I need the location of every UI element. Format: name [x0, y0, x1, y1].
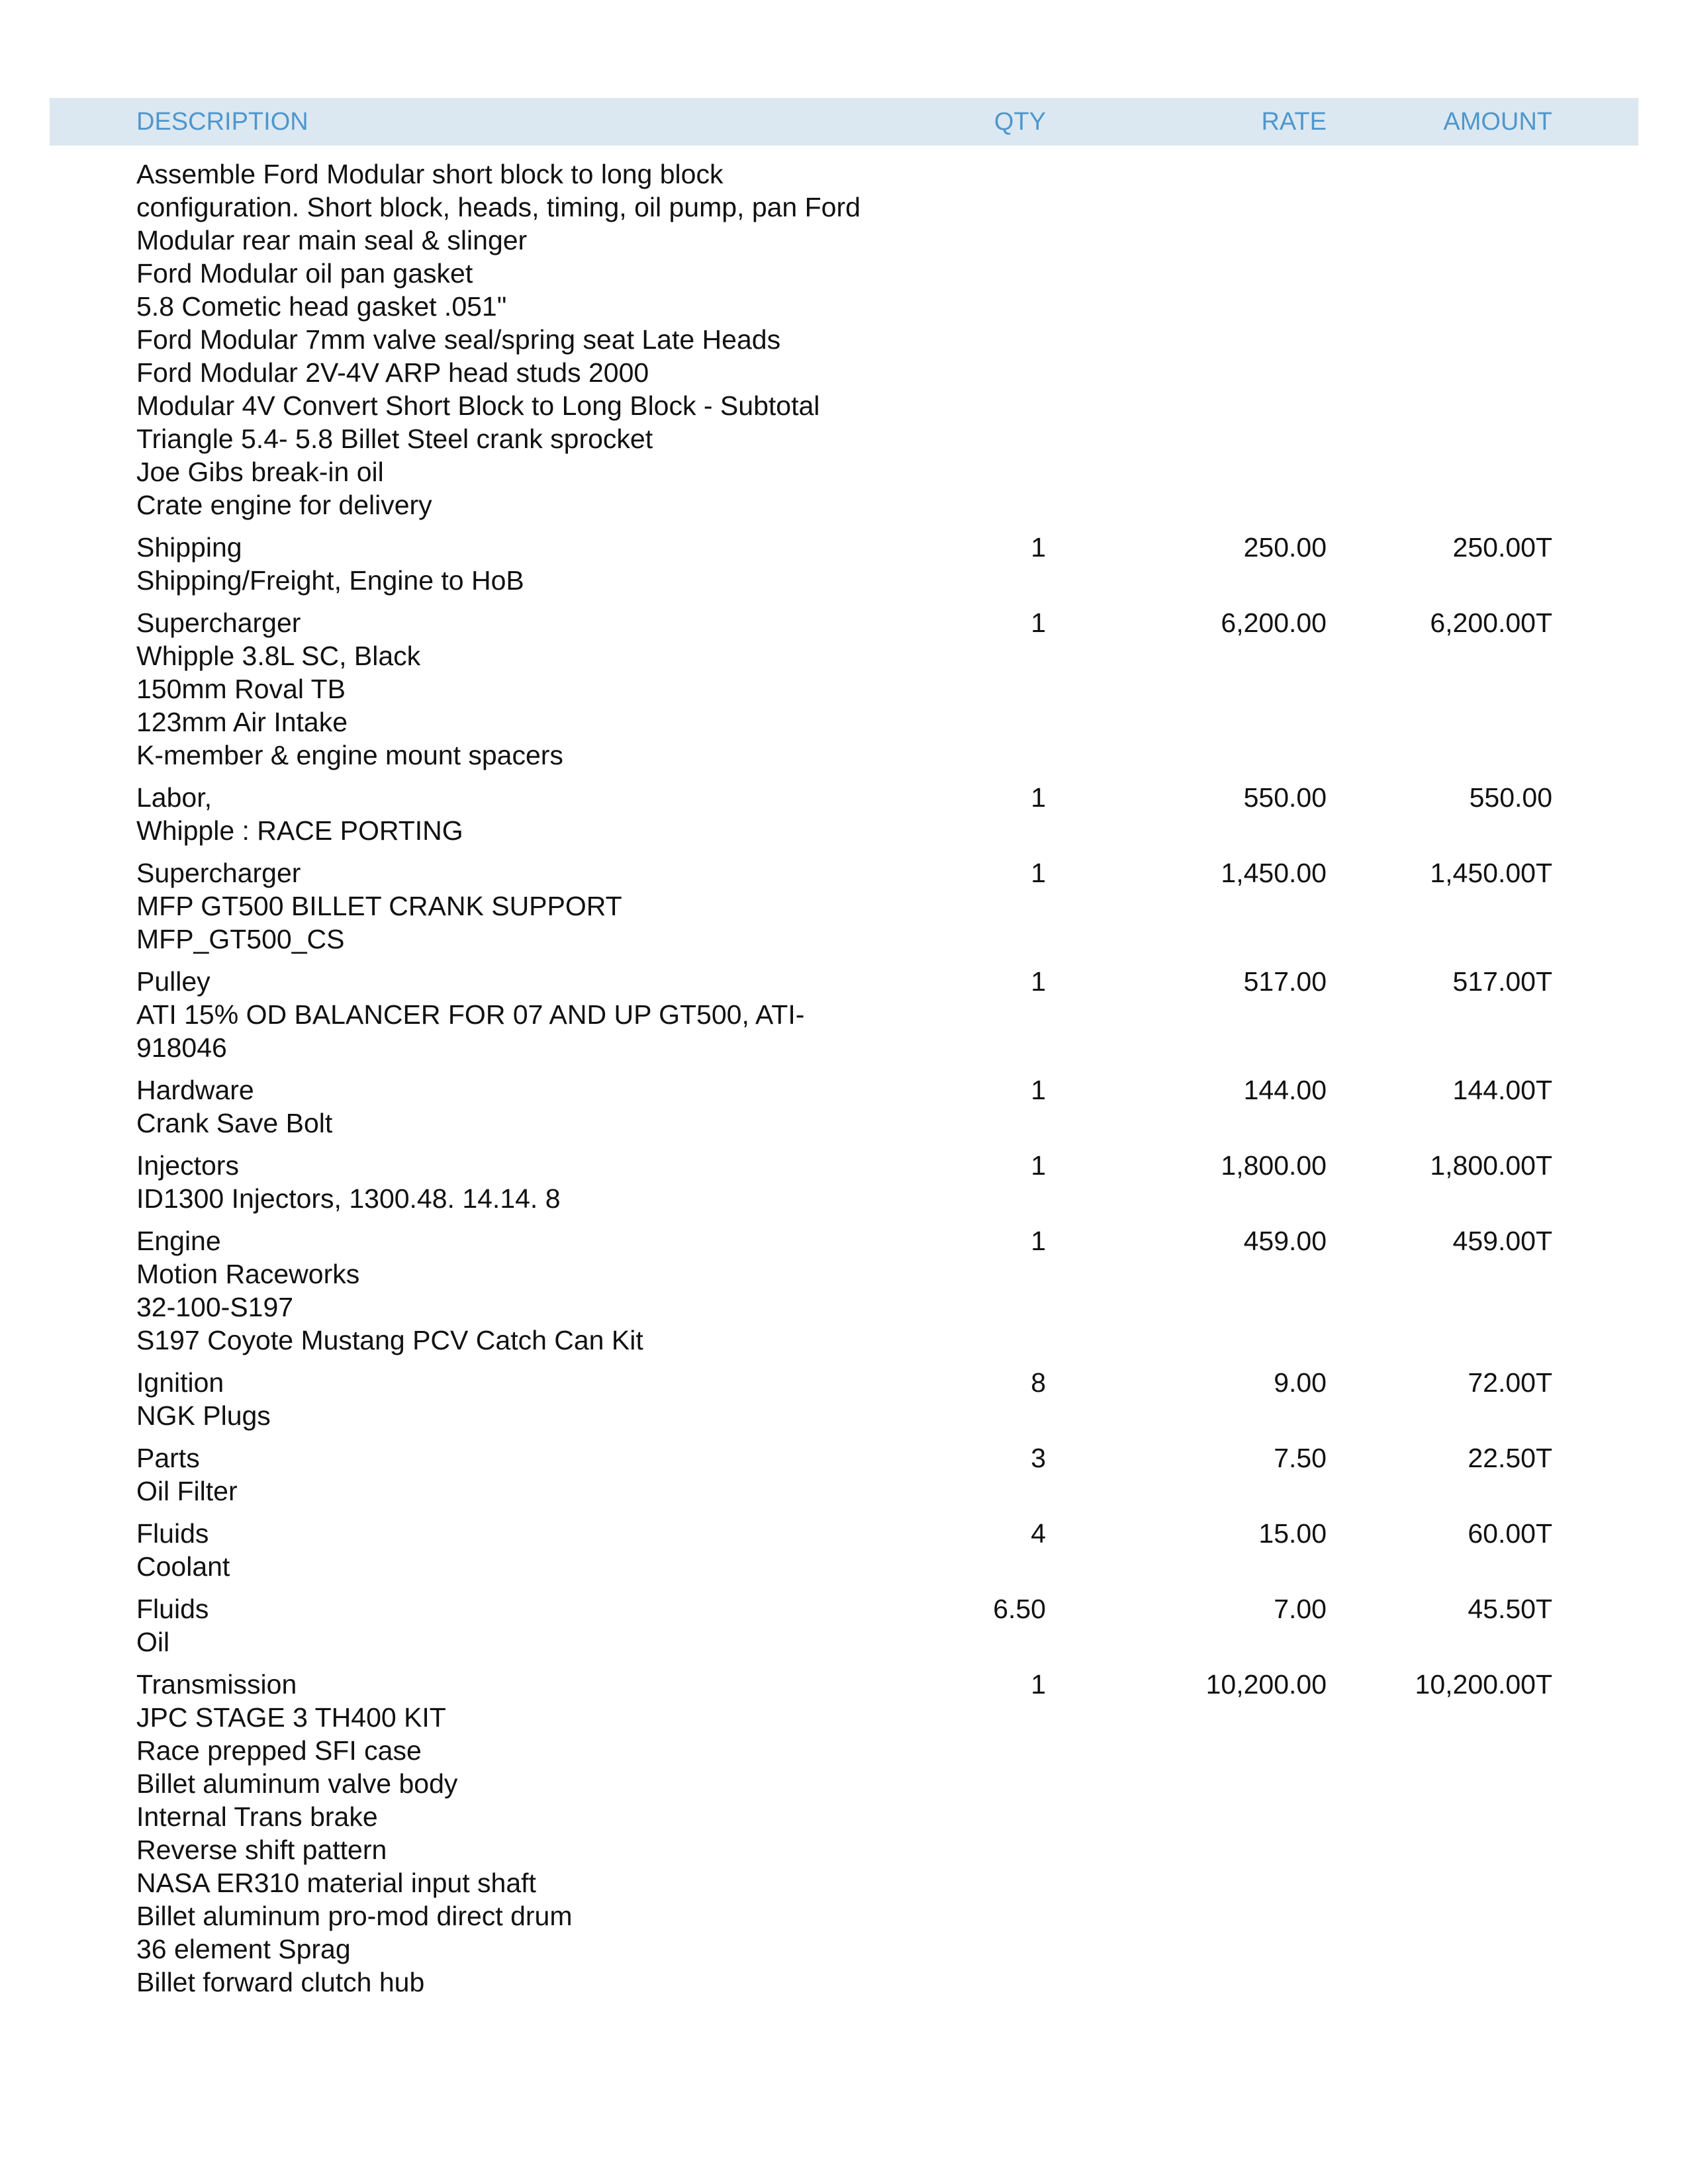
- table-row: [50, 1149, 1638, 1215]
- item-qty: 1: [1031, 1075, 1046, 1105]
- item-description: [136, 1441, 957, 1508]
- item-detail-line: S197 Coyote Mustang PCV Catch Can Kit: [136, 1325, 643, 1355]
- item-amount: 22.50T: [1468, 1443, 1552, 1473]
- item-title: Fluids: [136, 1594, 209, 1624]
- item-detail-line: Oil: [136, 1627, 170, 1657]
- table-row: [50, 1441, 1638, 1508]
- item-detail-line: Modular rear main seal & slinger: [136, 225, 528, 255]
- item-rate: 517.00: [1243, 966, 1327, 997]
- item-detail-line: Modular 4V Convert Short Block to Long Block - Subtotal: [136, 390, 820, 421]
- table-row: [50, 965, 1638, 1064]
- item-detail-line: Whipple 3.8L SC, Black: [136, 641, 421, 671]
- item-detail-line: Oil Filter: [136, 1476, 238, 1506]
- item-amount: 1,800.00T: [1430, 1150, 1552, 1181]
- item-description: [136, 856, 957, 956]
- item-detail-line: K-member & engine mount spacers: [136, 740, 563, 770]
- item-amount: 72.00T: [1468, 1367, 1552, 1398]
- item-detail-line: Billet forward clutch hub: [136, 1967, 425, 1997]
- item-detail-line: Reverse shift pattern: [136, 1835, 387, 1865]
- item-detail-line: Ford Modular 2V-4V ARP head studs 2000: [136, 357, 649, 388]
- item-qty: 3: [1031, 1443, 1046, 1473]
- item-rate: 459.00: [1243, 1226, 1327, 1256]
- item-detail-line: NGK Plugs: [136, 1400, 271, 1431]
- item-title: Transmission: [136, 1669, 297, 1700]
- item-amount: 459.00T: [1452, 1226, 1552, 1256]
- item-rate: 250.00: [1243, 532, 1327, 563]
- table-body: [50, 146, 1638, 1999]
- item-description: [136, 781, 957, 847]
- item-detail-line: 36 element Sprag: [136, 1934, 351, 1964]
- item-rate: 15.00: [1258, 1518, 1327, 1549]
- item-detail-line: Coolant: [136, 1551, 230, 1582]
- item-description: [136, 1668, 957, 1999]
- item-description: [136, 965, 957, 1064]
- item-detail-line: NASA ER310 material input shaft: [136, 1868, 536, 1898]
- item-qty: 1: [1031, 1150, 1046, 1181]
- item-description: [136, 606, 957, 772]
- header-qty: QTY: [994, 108, 1046, 136]
- item-detail-line: JPC STAGE 3 TH400 KIT: [136, 1702, 446, 1733]
- item-qty: 4: [1031, 1518, 1046, 1549]
- item-rate: 9.00: [1274, 1367, 1327, 1398]
- item-detail-line: configuration. Short block, heads, timing, oil pump, pan Ford: [136, 192, 861, 222]
- item-amount: 6,200.00T: [1430, 608, 1552, 638]
- item-rate: 550.00: [1243, 782, 1327, 813]
- item-detail-line: Crate engine for delivery: [136, 490, 432, 520]
- item-title: Fluids: [136, 1518, 209, 1549]
- table-header: [50, 98, 1638, 146]
- table-row: [50, 1668, 1638, 1999]
- item-rate: 144.00: [1243, 1075, 1327, 1105]
- table-row: [50, 781, 1638, 847]
- item-title: Shipping: [136, 532, 242, 563]
- item-detail-line: 918046: [136, 1032, 227, 1063]
- item-qty: 1: [1031, 1669, 1046, 1700]
- table-row: [50, 1224, 1638, 1357]
- item-title: Supercharger: [136, 608, 301, 638]
- item-qty: 1: [1031, 966, 1046, 997]
- item-rate: 1,800.00: [1221, 1150, 1327, 1181]
- item-rate: 10,200.00: [1205, 1669, 1327, 1700]
- item-detail-line: Internal Trans brake: [136, 1801, 378, 1832]
- table-row: [50, 531, 1638, 597]
- item-detail-line: 123mm Air Intake: [136, 707, 348, 737]
- item-title: Parts: [136, 1443, 200, 1473]
- item-title: Hardware: [136, 1075, 254, 1105]
- item-description: [136, 1073, 957, 1140]
- item-detail-line: ATI 15% OD BALANCER FOR 07 AND UP GT500, ATI-: [136, 999, 805, 1030]
- item-description: [136, 1366, 957, 1432]
- item-detail-line: Crank Save Bolt: [136, 1108, 333, 1138]
- item-description: [136, 1149, 957, 1215]
- invoice-table: [50, 98, 1638, 2008]
- item-rate: 6,200.00: [1221, 608, 1327, 638]
- header-rate: RATE: [1261, 108, 1327, 136]
- item-description: [136, 1592, 957, 1659]
- item-detail-line: Assemble Ford Modular short block to long block: [136, 159, 724, 189]
- item-detail-line: Ford Modular 7mm valve seal/spring seat Late Heads: [136, 324, 781, 355]
- item-description: [136, 531, 957, 597]
- item-amount: 250.00T: [1452, 532, 1552, 563]
- item-detail-line: MFP GT500 BILLET CRANK SUPPORT: [136, 891, 622, 921]
- item-detail-line: 32-100-S197: [136, 1292, 294, 1322]
- item-description: [136, 1517, 957, 1583]
- item-amount: 10,200.00T: [1415, 1669, 1552, 1700]
- item-qty: 1: [1031, 1226, 1046, 1256]
- item-detail-line: MFP_GT500_CS: [136, 924, 345, 954]
- item-detail-line: Ford Modular oil pan gasket: [136, 258, 473, 289]
- item-amount: 1,450.00T: [1430, 858, 1552, 888]
- item-description: [136, 158, 957, 522]
- header-amount: AMOUNT: [1443, 108, 1552, 136]
- item-detail-line: 150mm Roval TB: [136, 674, 346, 704]
- item-detail-line: ID1300 Injectors, 1300.48. 14.14. 8: [136, 1183, 561, 1214]
- item-qty: 1: [1031, 608, 1046, 638]
- item-title: Labor,: [136, 782, 212, 813]
- item-title: Engine: [136, 1226, 221, 1256]
- table-row: [50, 606, 1638, 772]
- item-detail-line: Joe Gibs break-in oil: [136, 457, 384, 487]
- item-qty: 1: [1031, 782, 1046, 813]
- table-row: [50, 1366, 1638, 1432]
- item-title: Pulley: [136, 966, 211, 997]
- item-detail-line: Shipping/Freight, Engine to HoB: [136, 565, 524, 596]
- table-row: [50, 1592, 1638, 1659]
- item-description: [136, 1224, 957, 1357]
- table-row: [50, 1073, 1638, 1140]
- item-rate: 7.50: [1274, 1443, 1327, 1473]
- table-row: [50, 856, 1638, 956]
- item-detail-line: 5.8 Cometic head gasket .051": [136, 291, 507, 322]
- item-qty: 8: [1031, 1367, 1046, 1398]
- item-detail-line: Billet aluminum pro-mod direct drum: [136, 1901, 573, 1931]
- item-detail-line: Motion Raceworks: [136, 1259, 360, 1289]
- table-row: [50, 1517, 1638, 1583]
- item-title: Injectors: [136, 1150, 239, 1181]
- item-amount: 144.00T: [1452, 1075, 1552, 1105]
- table-row: [50, 158, 1638, 522]
- header-description: DESCRIPTION: [136, 108, 308, 136]
- item-detail-line: Whipple : RACE PORTING: [136, 815, 463, 846]
- item-rate: 1,450.00: [1221, 858, 1327, 888]
- item-detail-line: Billet aluminum valve body: [136, 1768, 458, 1799]
- item-title: Ignition: [136, 1367, 224, 1398]
- item-title: Supercharger: [136, 858, 301, 888]
- item-amount: 45.50T: [1468, 1594, 1552, 1624]
- item-qty: 6.50: [993, 1594, 1046, 1624]
- item-detail-line: Triangle 5.4- 5.8 Billet Steel crank sprocket: [136, 424, 653, 454]
- item-amount: 550.00: [1469, 782, 1552, 813]
- item-amount: 60.00T: [1468, 1518, 1552, 1549]
- item-qty: 1: [1031, 532, 1046, 563]
- item-qty: 1: [1031, 858, 1046, 888]
- item-detail-line: Race prepped SFI case: [136, 1735, 422, 1766]
- item-rate: 7.00: [1274, 1594, 1327, 1624]
- item-amount: 517.00T: [1452, 966, 1552, 997]
